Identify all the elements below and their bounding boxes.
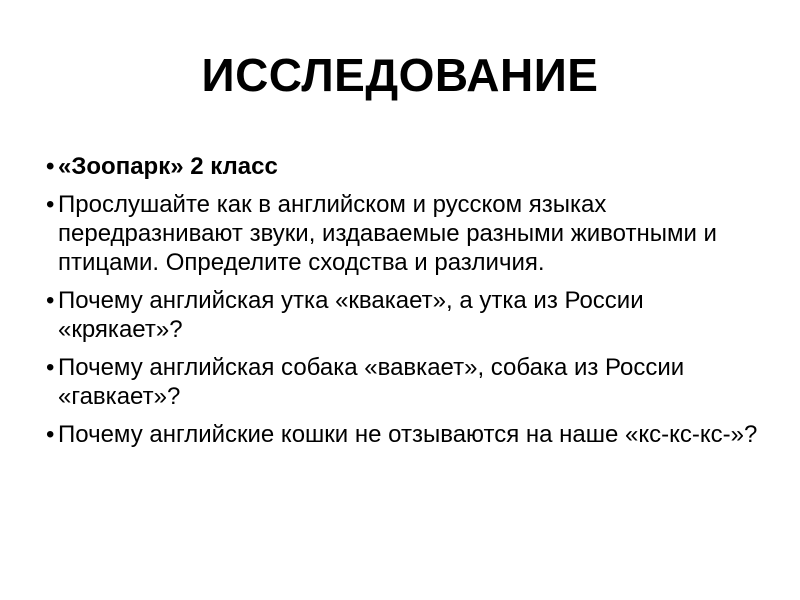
bullet-icon: • — [46, 354, 55, 381]
slide-title: ИССЛЕДОВАНИЕ — [201, 49, 599, 101]
bullet-icon: • — [46, 421, 55, 448]
bullet-icon: • — [46, 191, 55, 218]
bullet-text: Почему английские кошки не отзываются на наше «кс-кс-кс-»? — [58, 421, 758, 448]
bullet-text: Прослушайте как в английском и русском языках передразнивают звуки, издаваемые разными животными и птицами. Определите сходства и различия. — [58, 191, 717, 276]
bullet-item-task — [46, 190, 760, 277]
bullet-icon: • — [46, 153, 55, 180]
bullet-text: Почему английская утка «квакает», а утка из России «крякает»? — [58, 287, 644, 343]
bullet-text: «Зоопарк» 2 класс — [58, 153, 278, 180]
bullet-list — [46, 152, 760, 458]
bullet-item-cat-question — [46, 420, 760, 449]
bullet-item-dog-question — [46, 353, 760, 411]
bullet-icon: • — [46, 287, 55, 314]
bullet-item-topic — [46, 152, 760, 181]
bullet-text: Почему английская собака «вавкает», собака из России «гавкает»? — [58, 354, 685, 410]
bullet-item-duck-question — [46, 286, 760, 344]
